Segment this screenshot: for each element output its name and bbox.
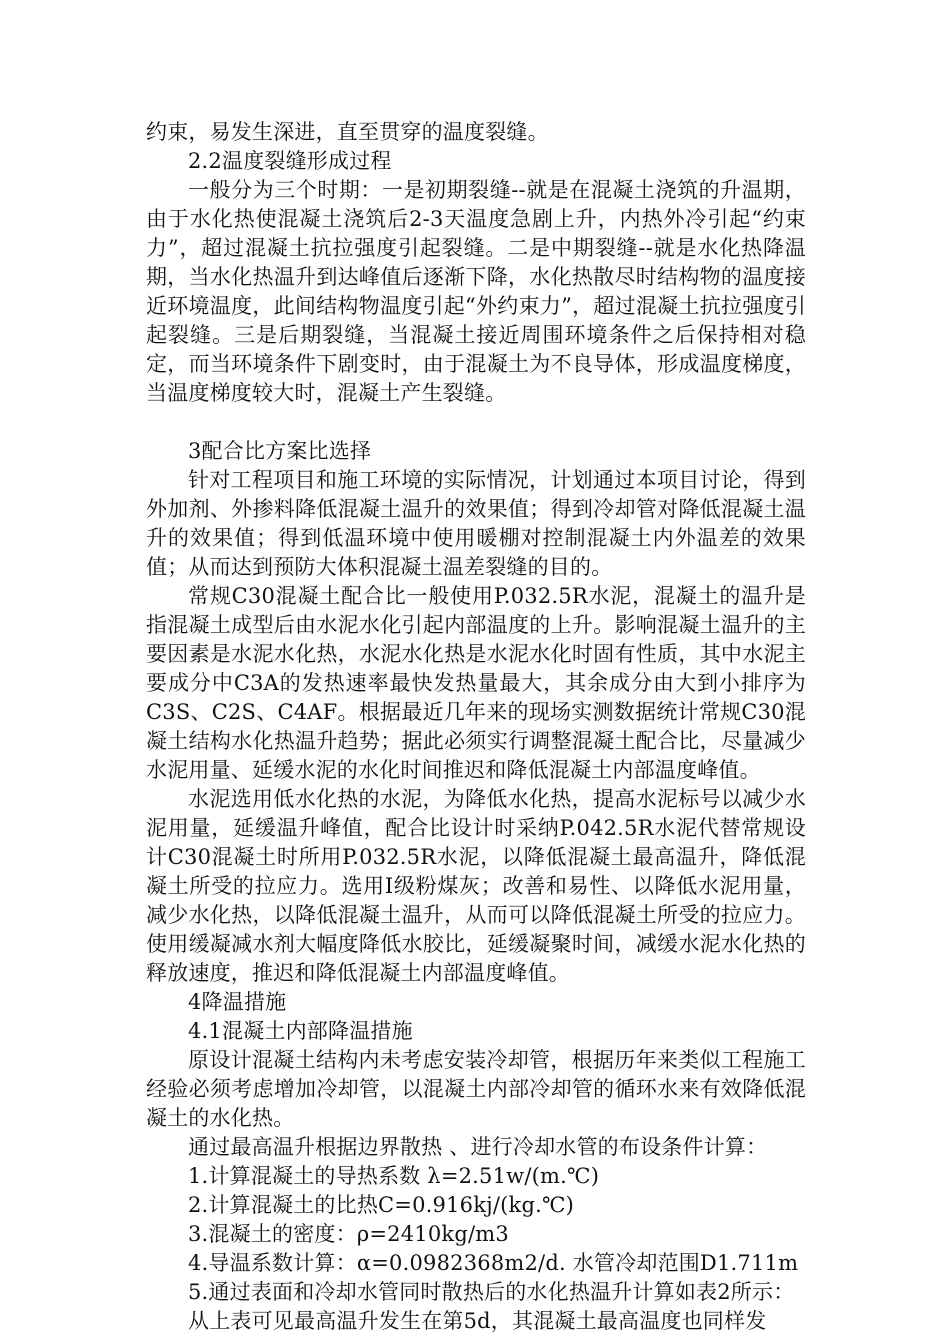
blank-line [146, 408, 806, 437]
paragraph-5: 针对工程项目和施工环境的实际情况，计划通过本项目讨论，得到外加剂、外掺料降低混凝土温升的效果值；得到冷却管对降低混凝土温升的效果值；得到低温环境中使用暖棚对控制混凝土内外温差的效果值；从而达到预防大体积混凝土温差裂缝的目的。 [146, 468, 806, 579]
section-heading-3: 3配合比方案比选择 [188, 439, 372, 463]
list-item-2: 2.计算混凝土的比热C=0.916kj/(kg.℃) [188, 1193, 575, 1217]
list-item-3: 3.混凝土的密度：ρ=2410kg/m3 [188, 1222, 509, 1246]
paragraph-11: 通过最高温升根据边界散热 、进行冷却水管的布设条件计算： [188, 1135, 768, 1159]
list-item-4: 4.导温系数计算：α=0.0982368m2/d. 水管冷却范围D1.711m [188, 1251, 799, 1275]
section-heading-4-1: 4.1混凝土内部降温措施 [188, 1019, 413, 1043]
paragraph-7: 水泥选用低水化热的水泥，为降低水化热，提高水泥标号以减少水泥用量，延缓温升峰值，配合比设计时采纳P.042.5R水泥代替常规设计C30混凝土时所用P.032.5R水泥，以降低混凝土最高温升，降低混凝土所受的拉应力。选用Ⅰ级粉煤灰；改善和易性、以降低水泥用量，减少水化热，以降低混凝土温升，从而可以降低混凝土所受的拉应力。使用缓凝减水剂大幅度降低水胶比，延缓凝聚时间，减缓水泥水化热的释放速度，推迟和降低混凝土内部温度峰值。 [146, 787, 806, 985]
paragraph-0: 约束，易发生深进，直至贯穿的温度裂缝。 [146, 120, 549, 144]
list-item-5: 5.通过表面和冷却水管同时散热后的水化热温升计算如表2所示： [188, 1280, 795, 1304]
paragraph-10: 原设计混凝土结构内未考虑安装冷却管，根据历年来类似工程施工经验必须考虑增加冷却管，以混凝土内部冷却管的循环水来有效降低混凝土的水化热。 [146, 1048, 806, 1130]
paragraph-2: 一般分为三个时期：一是初期裂缝--就是在混凝土浇筑的升温期，由于水化热使混凝土浇筑后2-3天温度急剧上升，内热外冷引起“约束力”，超过混凝土抗拉强度引起裂缝。二是中期裂缝--就是水化热降温期，当水化热温升到达峰值后逐渐下降，水化热散尽时结构物的温度接近环境温度，此间结构物温度引起“外约束力”，超过混凝土抗拉强度引起裂缝。三是后期裂缝，当混凝土接近周围环境条件之后保持相对稳定，而当环境条件下剧变时，由于混凝土为不良导体，形成温度梯度，当温度梯度较大时，混凝土产生裂缝。 [146, 178, 806, 405]
section-heading-2-2: 2.2温度裂缝形成过程 [188, 149, 392, 173]
document-body [146, 118, 806, 1336]
section-heading-4: 4降温措施 [188, 990, 287, 1014]
list-item-1: 1.计算混凝土的导热系数 λ=2.51w/(m.℃) [188, 1164, 600, 1188]
paragraph-6: 常规C30混凝土配合比一般使用P.032.5R水泥，混凝土的温升是指混凝土成型后由水泥水化引起内部温度的上升。影响混凝土温升的主要因素是水泥水化热，水泥水化热是水泥水化时固有性质，其中水泥主要成分中C3A的发热速率最快发热量最大，其余成分由大到小排序为C3S、C2S、C4AF。根据最近几年来的现场实测数据统计常规C30混凝土结构水化热温升趋势；据此必须实行调整混凝土配合比，尽量减少水泥用量、延缓水泥的水化时间推迟和降低混凝土内部温度峰值。 [146, 584, 806, 782]
paragraph-17: 从上表可见最高温升发生在第5d，其混凝土最高温度也同样发 [188, 1309, 767, 1333]
